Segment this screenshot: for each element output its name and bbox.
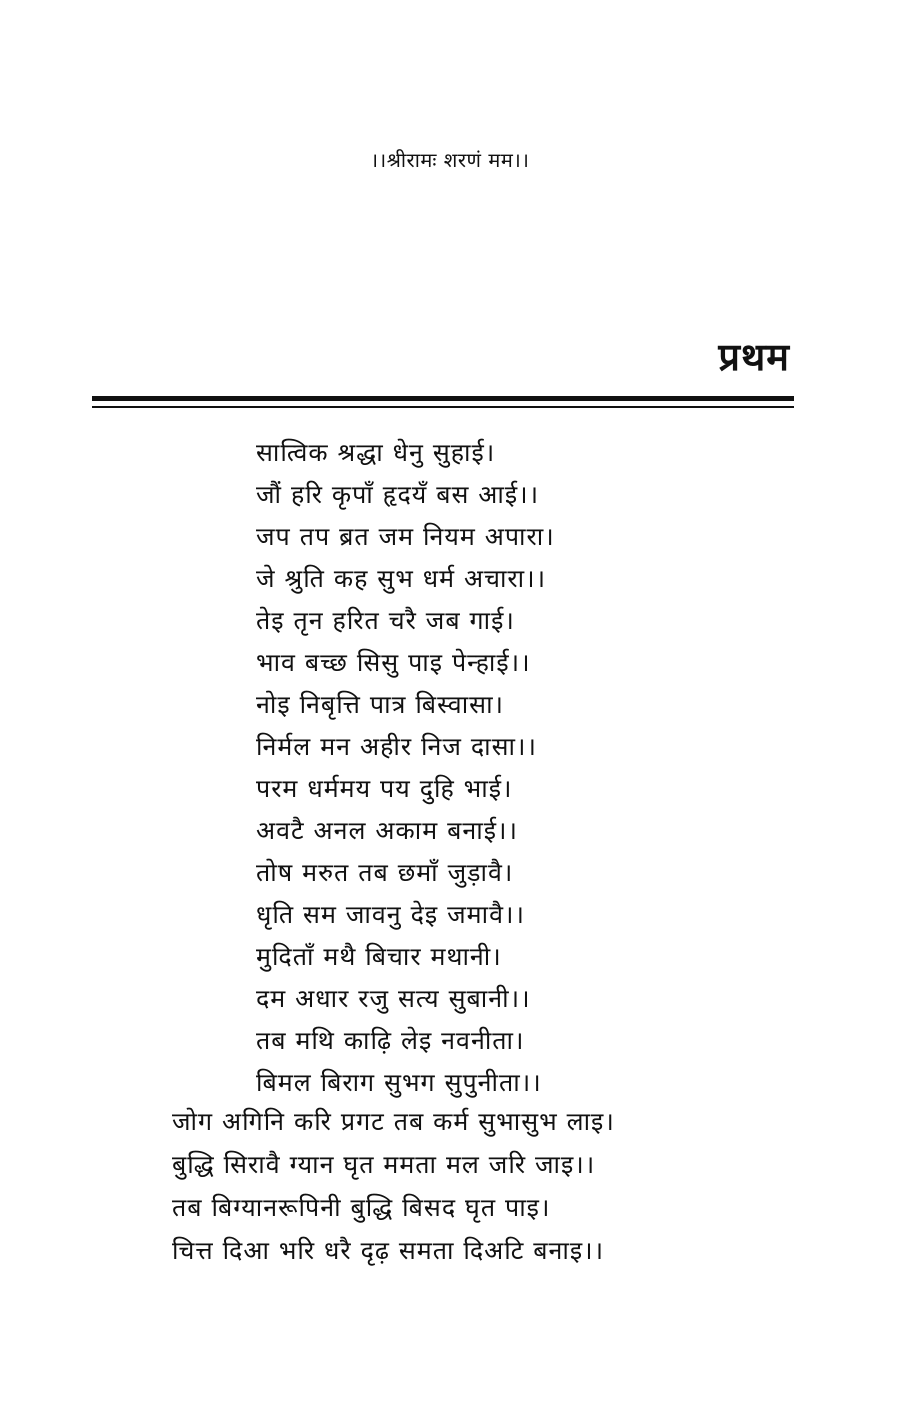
chapter-title: प्रथम xyxy=(718,335,790,379)
doha-line: चित्त दिआ भरि धरै दृढ़ समता दिअटि बनाइ।। xyxy=(172,1236,605,1265)
verse-line: तब मथि काढ़ि लेइ नवनीता। xyxy=(256,1026,525,1055)
verse-line: नोइ निबृत्ति पात्र बिस्वासा। xyxy=(256,690,505,719)
verse-line: बिमल बिराग सुभग सुपुनीता।। xyxy=(256,1068,542,1097)
doha-line: बुद्धि सिरावै ग्यान घृत ममता मल जरि जाइ।। xyxy=(172,1150,596,1179)
page-invocation: ।।श्रीरामः शरणं मम।। xyxy=(370,148,530,172)
verse-line: जप तप ब्रत जम नियम अपारा। xyxy=(256,522,555,551)
verse-line: दम अधार रजु सत्य सुबानी।। xyxy=(256,984,531,1013)
verse-line: सात्विक श्रद्धा धेनु सुहाई। xyxy=(256,438,496,467)
verse-line: धृति सम जावनु देइ जमावै।। xyxy=(256,900,525,929)
verse-line: जे श्रुति कह सुभ धर्म अचारा।। xyxy=(256,564,547,593)
verse-line: अवटै अनल अकाम बनाई।। xyxy=(256,816,518,845)
verse-line: मुदिताँ मथै बिचार मथानी। xyxy=(256,942,502,971)
verse-line: भाव बच्छ सिसु पाइ पेन्हाई।। xyxy=(256,648,531,677)
verse-line: तेइ तृन हरित चरै जब गाई। xyxy=(256,606,515,635)
verse-line: तोष मरुत तब छमाँ जुड़ावै। xyxy=(256,858,514,887)
header-rule-thick xyxy=(92,396,794,401)
doha-line: जोग अगिनि करि प्रगट तब कर्म सुभासुभ लाइ। xyxy=(172,1107,615,1136)
chaupai-verses xyxy=(256,432,656,1104)
verse-line: परम धर्ममय पय दुहि भाई। xyxy=(256,774,513,803)
doha-line: तब बिग्यानरूपिनी बुद्धि बिसद घृत पाइ। xyxy=(172,1193,551,1222)
header-rule-thin xyxy=(92,406,794,408)
doha-verses xyxy=(172,1100,772,1272)
verse-line: निर्मल मन अहीर निज दासा।। xyxy=(256,732,537,761)
verse-line: जौं हरि कृपाँ हृदयँ बस आई।। xyxy=(256,480,540,509)
